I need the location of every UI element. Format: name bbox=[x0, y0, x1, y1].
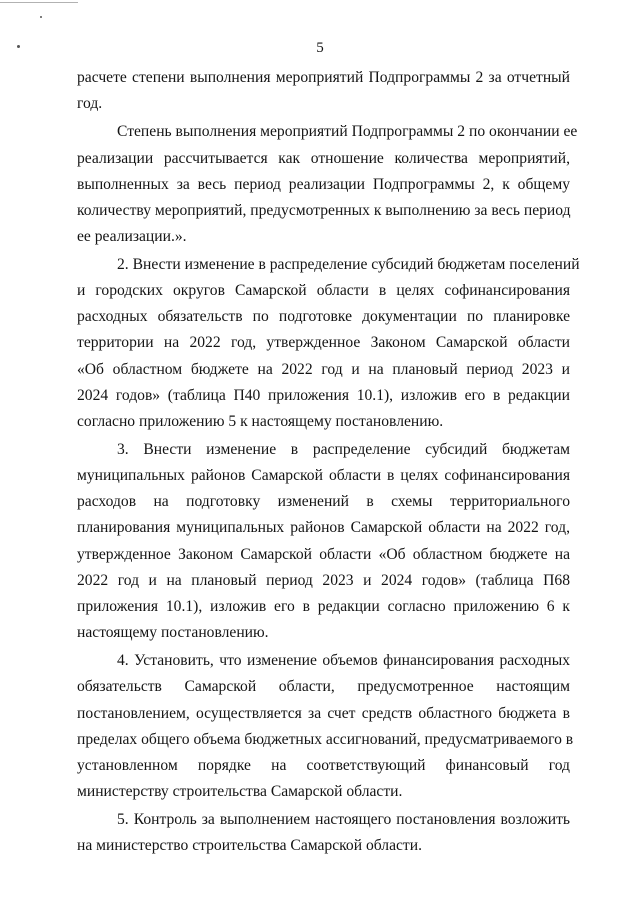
text-line: 2024 годов» (таблица П40 приложения 10.1), изложив его в редакции bbox=[77, 387, 570, 404]
text-line: реализации рассчитывается как отношение количества мероприятий, bbox=[77, 150, 570, 167]
scan-artifact-line bbox=[0, 2, 78, 3]
text-line: расходных обязательств по подготовке документации по планировке bbox=[77, 308, 570, 325]
text-line: количеству мероприятий, предусмотренных к выполнению за весь период bbox=[77, 202, 571, 219]
text-line: планирования муниципальных районов Самарской области на 2022 год, bbox=[77, 519, 570, 536]
text-line: министерству строительства Самарской области. bbox=[77, 783, 403, 800]
text-line: ее реализации.». bbox=[77, 228, 187, 245]
text-line: год. bbox=[77, 95, 103, 112]
text-line: «Об областном бюджете на 2022 год и на плановый период 2023 и bbox=[77, 361, 570, 378]
text-line: выполненных за весь период реализации Подпрограммы 2, к общему bbox=[77, 176, 570, 193]
text-line: на министерство строительства Самарской области. bbox=[77, 837, 422, 854]
text-line: утвержденное Законом Самарской области «Об областном бюджете на bbox=[77, 546, 570, 563]
text-line: пределах общего объема бюджетных ассигнований, предусматриваемого в bbox=[77, 731, 574, 748]
text-line: 2. Внести изменение в распределение субсидий бюджетам поселений bbox=[117, 256, 580, 273]
scan-artifact-dot bbox=[40, 16, 42, 18]
text-line: Степень выполнения мероприятий Подпрограммы 2 по окончании ее bbox=[117, 123, 578, 140]
text-line: 5. Контроль за выполнением настоящего постановления возложить bbox=[117, 811, 570, 828]
text-line: согласно приложению 5 к настоящему постановлению. bbox=[77, 413, 444, 430]
text-line: территории на 2022 год, утвержденное Законом Самарской области bbox=[77, 334, 570, 351]
text-line: постановлением, осуществляется за счет средств областного бюджета в bbox=[77, 705, 570, 722]
text-line: приложения 10.1), изложив его в редакции согласно приложению 6 к bbox=[77, 598, 570, 615]
text-line: муниципальных районов Самарской области в целях софинансирования bbox=[77, 467, 570, 484]
text-line: установленном порядке на соответствующий финансовый год bbox=[77, 757, 570, 774]
text-line: настоящему постановлению. bbox=[77, 624, 269, 641]
text-line: 3. Внести изменение в распределение субсидий бюджетам bbox=[117, 441, 570, 458]
text-line: 4. Установить, что изменение объемов финансирования расходных bbox=[117, 652, 570, 669]
text-line: 2022 год и на плановый период 2023 и 2024 годов» (таблица П68 bbox=[77, 572, 570, 589]
page-number: 5 bbox=[316, 40, 324, 56]
text-line: расходов на подготовку изменений в схемы территориального bbox=[77, 493, 570, 510]
text-line: и городских округов Самарской области в целях софинансирования bbox=[77, 282, 570, 299]
text-line: обязательств Самарской области, предусмотренное настоящим bbox=[77, 678, 570, 695]
text-line: расчете степени выполнения мероприятий Подпрограммы 2 за отчетный bbox=[77, 69, 570, 86]
